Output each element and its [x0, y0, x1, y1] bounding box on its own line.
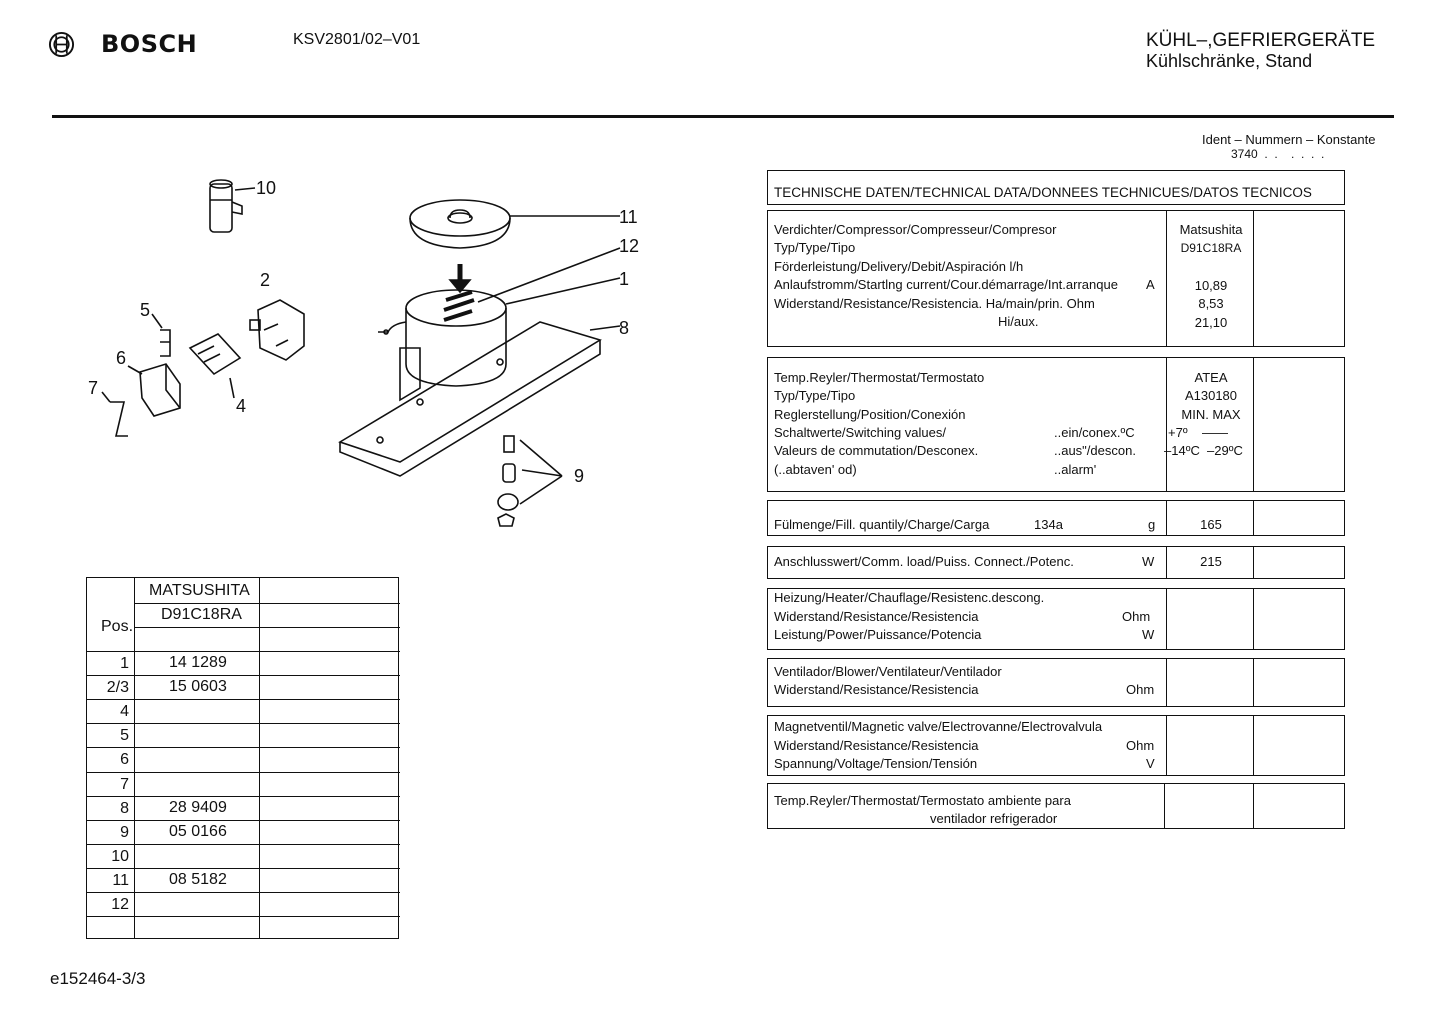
- heater-box: [767, 588, 1345, 650]
- resistance-aux-value: 21,10: [1194, 315, 1228, 330]
- tech-data-header: [767, 170, 1345, 205]
- parts-row-pos: 6: [120, 751, 129, 768]
- thermostat-value: ATEA: [1194, 370, 1228, 385]
- load-unit: W: [1142, 554, 1155, 569]
- mounting-rail-drawing: [340, 322, 600, 476]
- ambient-thermostat-box: [767, 783, 1345, 829]
- parts-row-part-number: 28 9409: [169, 799, 227, 816]
- heater-power-unit: W: [1142, 627, 1155, 642]
- heater-resistance-label: Widerstand/Resistance/Resistencia: [774, 609, 979, 624]
- document-code: e152464-3/3: [50, 969, 146, 988]
- resistance-aux-label: Hi/aux.: [998, 314, 1039, 329]
- brand: [48, 30, 197, 58]
- callout-5: 5: [140, 300, 151, 320]
- starting-current-value: 10,89: [1194, 278, 1228, 293]
- refrigerant-type: 134a: [1034, 517, 1063, 532]
- parts-row-pos: 10: [111, 848, 129, 865]
- fan-box: [767, 658, 1345, 707]
- parts-row-pos: 1: [120, 655, 129, 672]
- heater-power-label: Leistung/Power/Puissance/Potencia: [774, 627, 982, 642]
- clamp-drawing: [110, 402, 128, 436]
- ambient-thermostat-label: Temp.Reyler/Thermostat/Termostato ambiente para: [774, 793, 1071, 808]
- callout-2: 2: [260, 270, 271, 290]
- switching-off-label: Valeurs de commutation/Desconex.: [774, 443, 979, 458]
- callout-12: 12: [619, 236, 640, 256]
- starting-current-unit: A: [1146, 277, 1155, 292]
- charge-value: 165: [1200, 517, 1222, 532]
- callout-7: 7: [88, 378, 99, 398]
- fan-resistance-unit: Ohm: [1126, 682, 1155, 697]
- parts-row-part-number: 08 5182: [169, 871, 227, 888]
- switching-off-value: –14ºC –29ºC: [1164, 443, 1243, 458]
- callout-4: 4: [236, 396, 247, 416]
- callout-6: 6: [116, 348, 127, 368]
- heater-resistance-unit: Ohm: [1122, 609, 1151, 624]
- starting-current-label: Anlaufstromm/Startlng current/Cour.démarrage/Int.arranque: [774, 277, 1118, 292]
- charge-label: Fülmenge/Fill. quantily/Charge/Carga: [774, 517, 990, 532]
- defrost-label: (..abtaven' od): [774, 462, 857, 477]
- parts-row-part-number: 14 1289: [169, 654, 227, 671]
- parts-row-pos: 11: [112, 872, 129, 889]
- position-label: Reglerstellung/Position/Conexión: [774, 407, 966, 422]
- switching-on-value: +7º ——: [1168, 425, 1229, 440]
- delivery-label: Förderleistung/Delivery/Debit/Aspiración l/h: [774, 259, 1024, 274]
- parts-row-pos: 12: [111, 896, 129, 913]
- position-value: MIN. MAX: [1181, 407, 1241, 422]
- compressor-cover-drawing: [410, 200, 510, 248]
- parts-row-pos: 4: [120, 703, 129, 720]
- compressor-type-value: D91C18RA: [1180, 241, 1242, 255]
- clip-drawing: [160, 330, 170, 356]
- parts-row-pos: 8: [120, 800, 129, 817]
- valve-resistance-label: Widerstand/Resistance/Resistencia: [774, 738, 979, 753]
- exploded-parts-diagram: [80, 170, 640, 540]
- magnetic-valve-box: [767, 715, 1345, 776]
- ambient-thermostat-sub: ventilador refrigerador: [930, 811, 1058, 826]
- parts-row-pos: 5: [120, 727, 129, 744]
- parts-row-part-number: 15 0603: [169, 678, 227, 695]
- heater-label: Heizung/Heater/Chauflage/Resistenc.descong.: [774, 590, 1045, 605]
- compressor-label: Verdichter/Compressor/Compresseur/Compresor: [774, 222, 1057, 237]
- protector-drawing: [140, 364, 180, 416]
- valve-voltage-label: Spannung/Voltage/Tension/Tensión: [774, 756, 978, 771]
- callout-8: 8: [619, 318, 630, 338]
- switching-off-sub: ..aus"/descon.: [1054, 443, 1136, 458]
- header-rule: [52, 115, 1394, 118]
- callout-9: 9: [574, 466, 585, 486]
- brand-name: BOSCH: [101, 30, 198, 58]
- parts-row-part-number: 05 0166: [169, 823, 227, 840]
- thermostat-label: Temp.Reyler/Thermostat/Termostato: [774, 370, 985, 385]
- compressor-type-header: D91C18RA: [161, 606, 242, 623]
- parts-row-pos: 7: [120, 776, 129, 793]
- alarm-label: ..alarm': [1054, 462, 1097, 477]
- valve-label: Magnetventil/Magnetic valve/Electrovanne/Electrovalvula: [774, 719, 1103, 734]
- charge-unit: g: [1148, 517, 1156, 532]
- category-title: KÜHL–,GEFRIERGERÄTE: [1146, 30, 1376, 51]
- model-number: KSV2801/02–V01: [293, 31, 421, 48]
- thermostat-box: [767, 357, 1345, 492]
- tech-data-title: TECHNISCHE DATEN/TECHNICAL DATA/DONNEES TECHNICUES/DATOS TECNICOS: [774, 185, 1312, 200]
- callout-1: 1: [619, 269, 630, 289]
- category-subtitle: Kühlschränke, Stand: [1146, 51, 1313, 71]
- bosch-logo-icon: [48, 31, 75, 58]
- ident-title: Ident – Nummern – Konstante: [1202, 132, 1376, 147]
- parts-row-pos: 2/3: [106, 679, 129, 696]
- switching-on-label: ..ein/conex.ºC: [1054, 425, 1135, 440]
- thermostat-type-value: A130180: [1184, 388, 1238, 403]
- relay-drawing: [250, 300, 304, 360]
- parts-table: [86, 577, 399, 939]
- thermostat-type-label: Typ/Type/Tipo: [774, 388, 856, 403]
- load-value: 215: [1200, 554, 1222, 569]
- relay-cover-drawing: [190, 334, 240, 374]
- callout-10: 10: [256, 178, 277, 198]
- fan-resistance-label: Widerstand/Resistance/Resistencia: [774, 682, 979, 697]
- compressor-type-label: Typ/Type/Tipo: [774, 240, 856, 255]
- manufacturer-header: MATSUSHITA: [149, 582, 250, 599]
- load-label: Anschlusswert/Comm. load/Puiss. Connect./Potenc.: [774, 554, 1074, 569]
- compressor-value: Matsushita: [1179, 222, 1243, 237]
- fan-label: Ventilador/Blower/Ventilateur/Ventilador: [774, 664, 1002, 679]
- connected-load-box: [767, 546, 1345, 579]
- valve-voltage-unit: V: [1146, 756, 1155, 771]
- callout-11: 11: [619, 207, 638, 227]
- parts-row-pos: 9: [120, 824, 129, 841]
- compressor-box: [767, 210, 1345, 347]
- switching-values-label: Schaltwerte/Switching values/: [774, 425, 946, 440]
- compressor-drawing: [378, 290, 506, 386]
- resistance-main-label: Widerstand/Resistance/Resistencia. Ha/main/prin. Ohm: [774, 296, 1095, 311]
- refrigerant-charge-box: [767, 500, 1345, 536]
- mounting-kit-drawing: [498, 436, 518, 526]
- capacitor-part-drawing: [210, 180, 242, 232]
- resistance-main-value: 8,53: [1198, 296, 1224, 311]
- ident-value: 3740 . . . . . .: [1231, 147, 1325, 161]
- valve-resistance-unit: Ohm: [1126, 738, 1155, 753]
- pos-header: Pos.: [101, 618, 134, 635]
